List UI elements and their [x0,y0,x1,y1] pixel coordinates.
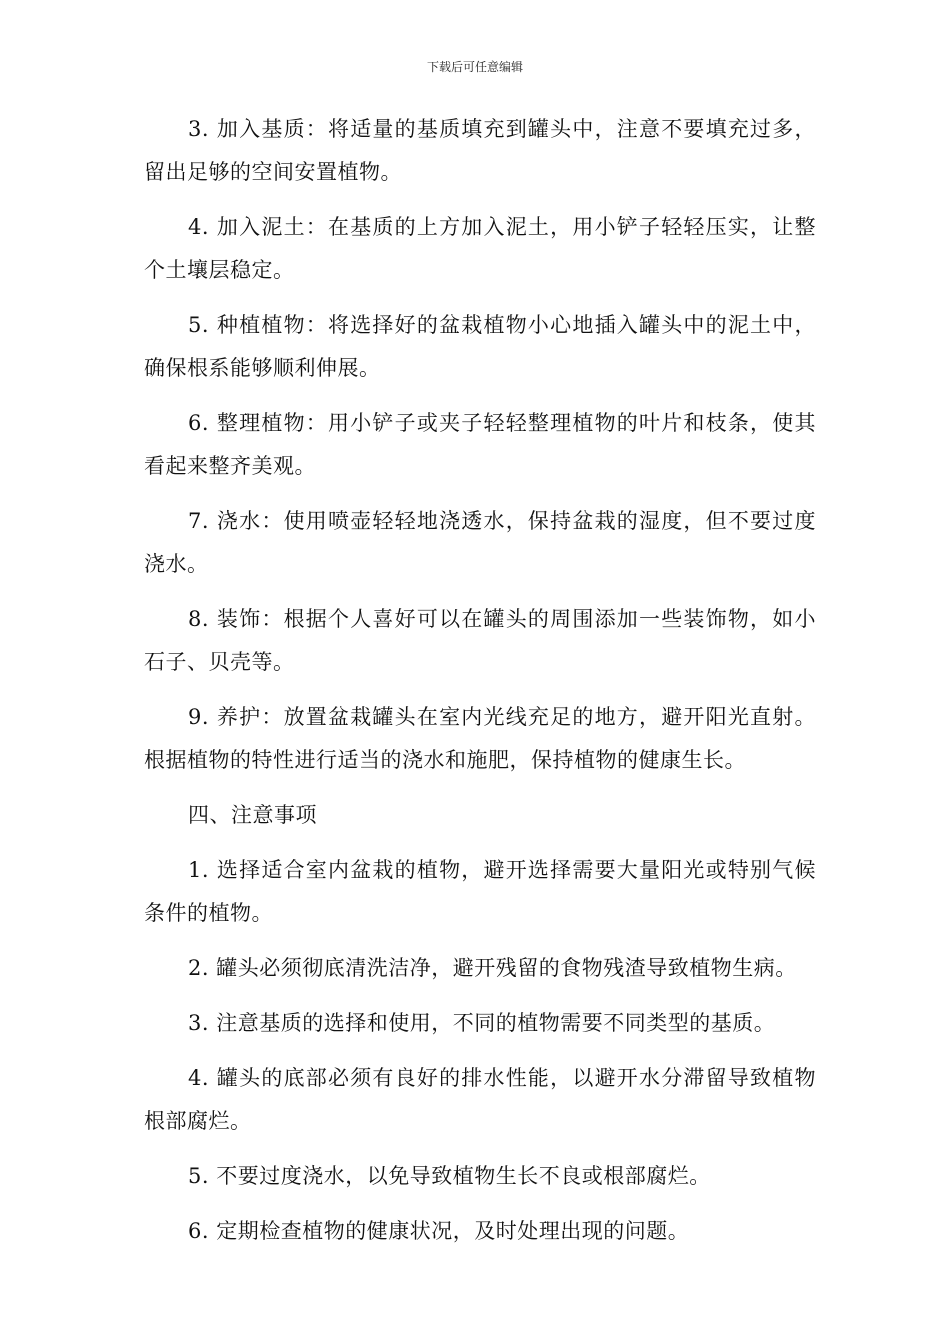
step-9-paragraph: 9. 养护：放置盆栽罐头在室内光线充足的地方，避开阳光直射。根据植物的特性进行适当的浇水和施肥，保持植物的健康生长。 [144,705,816,772]
step-3-paragraph: 3. 加入基质：将适量的基质填充到罐头中，注意不要填充过多，留出足够的空间安置植物。 [144,117,816,184]
note-3-paragraph: 3. 注意基质的选择和使用，不同的植物需要不同类型的基质。 [188,1011,776,1035]
step-6-paragraph: 6. 整理植物：用小铲子或夹子轻轻整理植物的叶片和枝条，使其看起来整齐美观。 [144,411,816,478]
step-7-paragraph: 7. 浇水：使用喷壶轻轻地浇透水，保持盆栽的湿度，但不要过度浇水。 [144,509,816,576]
document-body [144,108,816,1265]
note-1-paragraph: 1. 选择适合室内盆栽的植物，避开选择需要大量阳光或特别气候条件的植物。 [144,858,816,925]
step-4-paragraph: 4. 加入泥土：在基质的上方加入泥土，用小铲子轻轻压实，让整个土壤层稳定。 [144,215,816,282]
note-2-paragraph: 2. 罐头必须彻底清洗洁净，避开残留的食物残渣导致植物生病。 [188,956,797,980]
step-8-paragraph: 8. 装饰：根据个人喜好可以在罐头的周围添加一些装饰物，如小石子、贝壳等。 [144,607,816,674]
note-4-paragraph: 4. 罐头的底部必须有良好的排水性能，以避开水分滞留导致植物根部腐烂。 [144,1066,816,1133]
step-5-paragraph: 5. 种植植物：将选择好的盆栽植物小心地插入罐头中的泥土中，确保根系能够顺利伸展。 [144,313,816,380]
note-6-paragraph: 6. 定期检查植物的健康状况，及时处理出现的问题。 [188,1219,690,1243]
page-header-note: 下载后可任意编辑 [426,60,523,74]
note-5-paragraph: 5. 不要过度浇水，以免导致植物生长不良或根部腐烂。 [188,1164,711,1188]
section-heading-notes: 四、注意事项 [188,803,317,827]
